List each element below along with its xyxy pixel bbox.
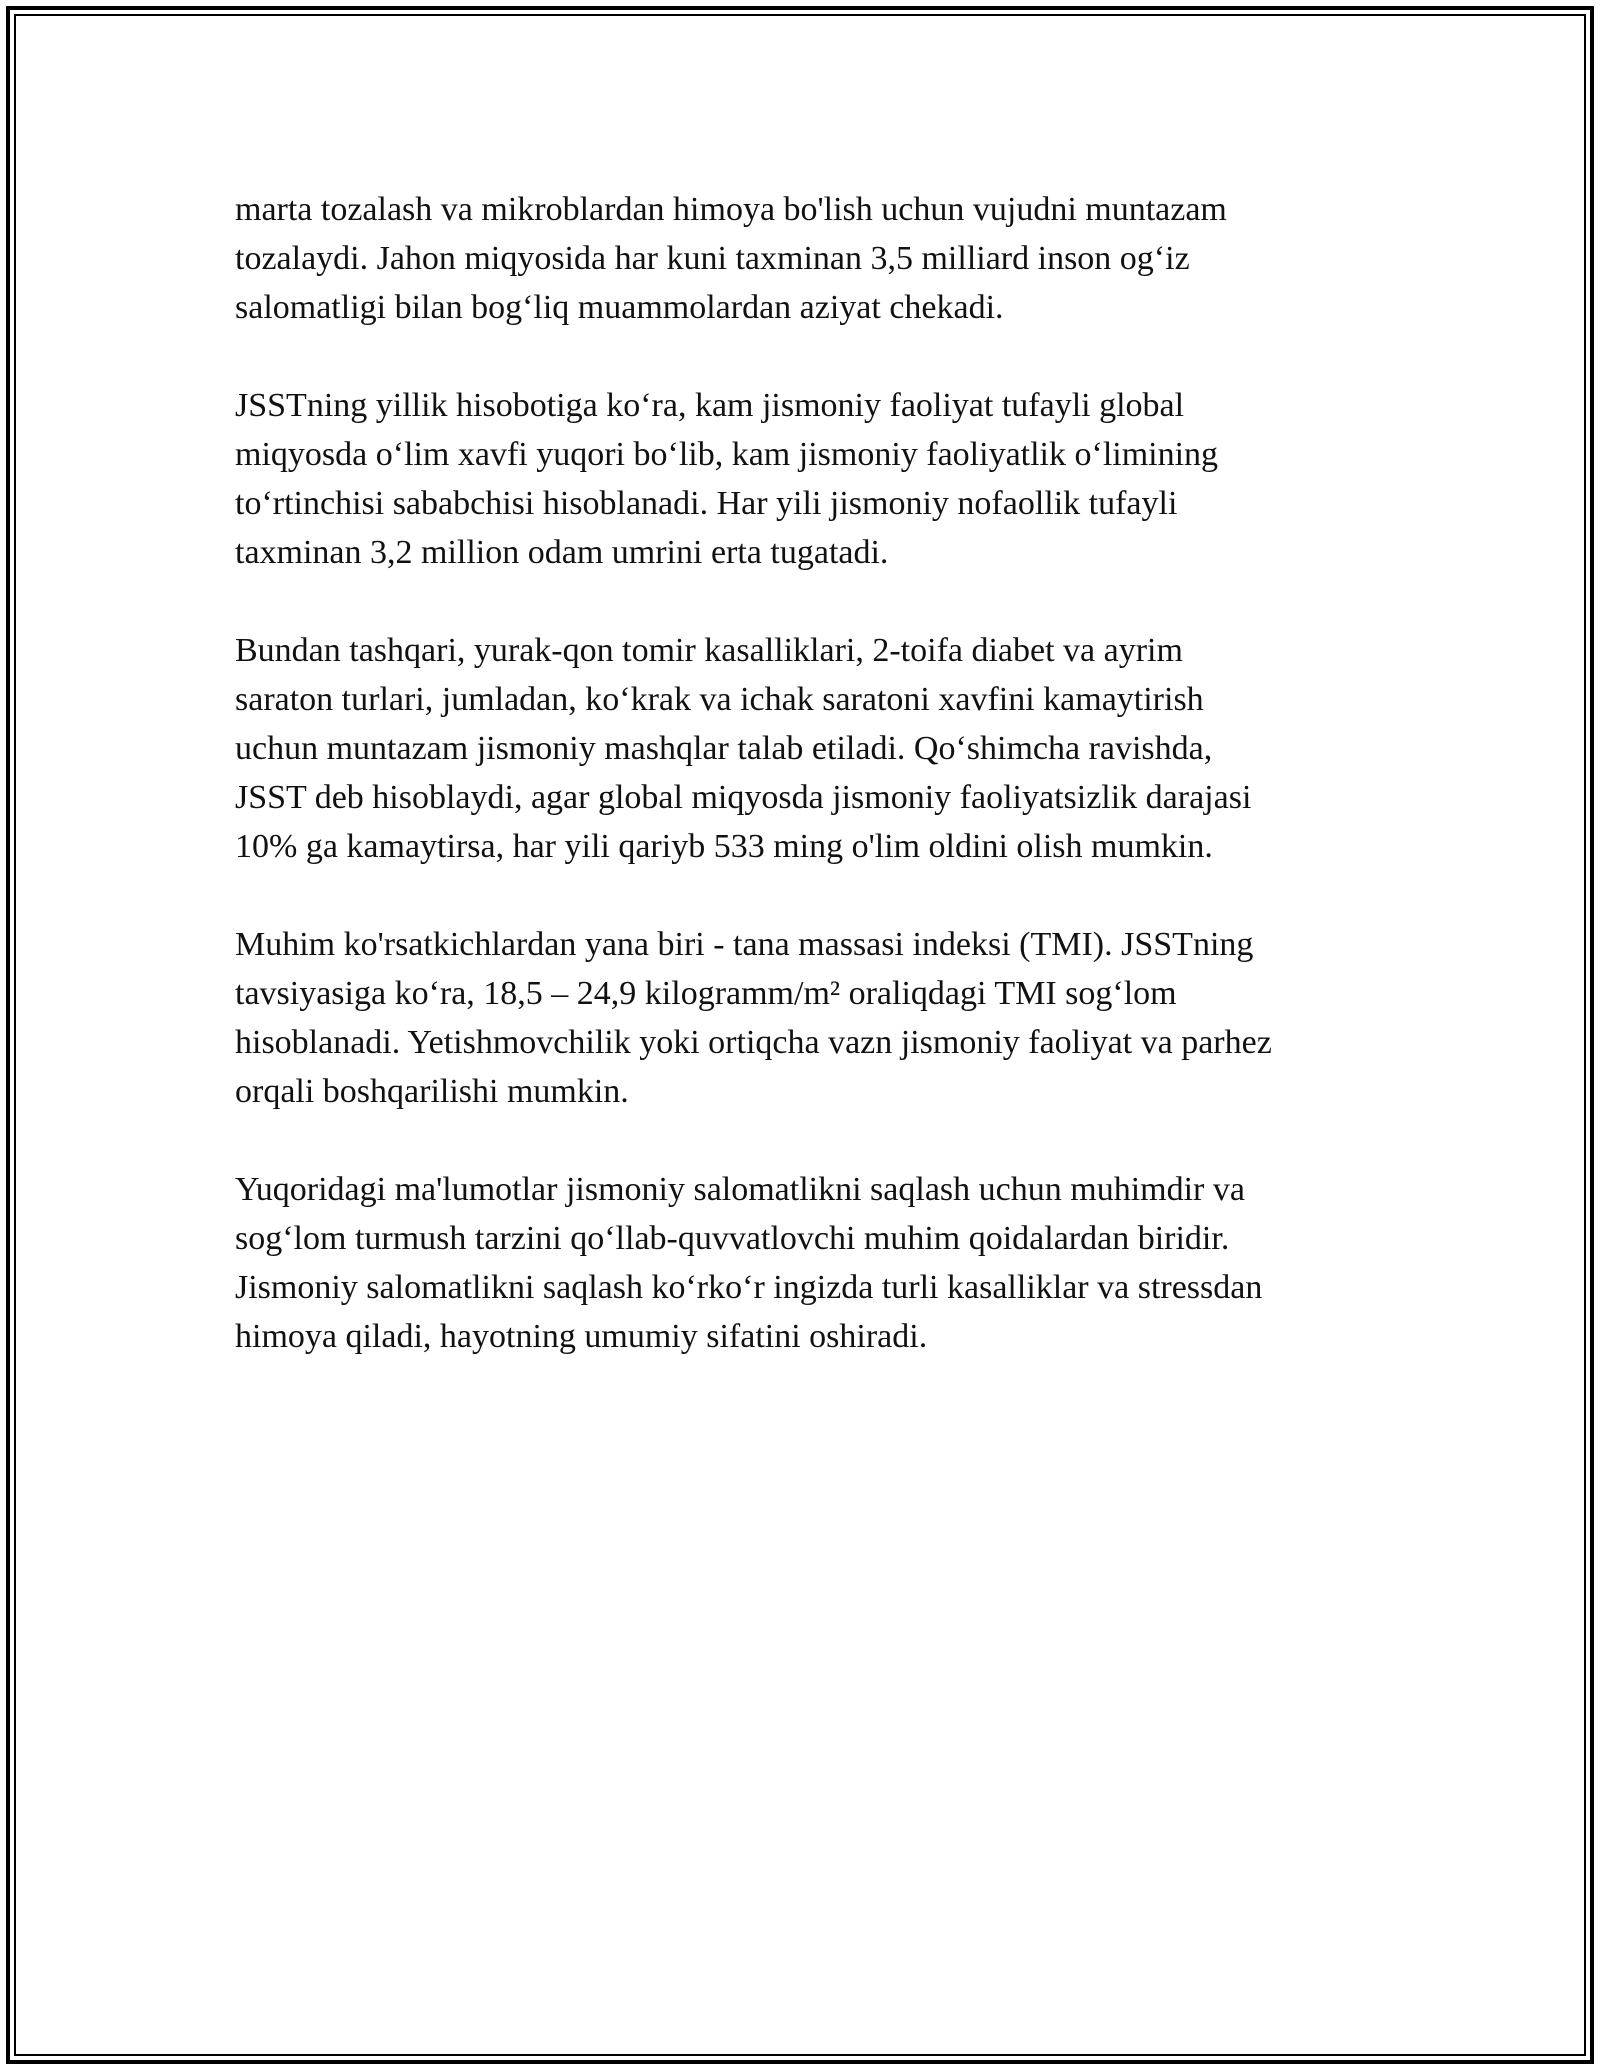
document-body: [235, 185, 1365, 1410]
paragraph-physical-inactivity: JSSTning yillik hisobotiga ko‘ra, kam jismoniy faoliyat tufayli global miqyosda o‘lim xavfi yuqori bo‘lib, kam jismoniy faoliyatlik o‘limining to‘rtinchisi sababchisi hisoblanadi. Har yili jismoniy nofaollik tufayli taxminan 3,2 million odam umrini erta tugatadi.: [235, 387, 1219, 571]
paragraph-disease-risk: Bundan tashqari, yurak-qon tomir kasalliklari, 2-toifa diabet va ayrim saraton turlari, jumladan, ko‘krak va ichak saratoni xavfini kamaytirish uchun muntazam jismoniy mashqlar talab etiladi. Qo‘shimcha ravishda, JSST deb hisoblaydi, agar global miqyosda jismoniy faoliyatsizlik darajasi 10% ga kamaytirsa, har yili qariyb 533 ming o'lim oldini olish mumkin.: [235, 632, 1252, 865]
paragraph-oral-health: marta tozalash va mikroblardan himoya bo'lish uchun vujudni muntazam tozalaydi. Jahon miqyosida har kuni taxminan 3,5 milliard inson og‘iz salomatligi bilan bog‘liq muammolardan aziyat chekadi.: [235, 191, 1227, 326]
paragraph-conclusion: Yuqoridagi ma'lumotlar jismoniy salomatlikni saqlash uchun muhimdir va sog‘lom turmush tarzini qo‘llab-quvvatlovchi muhim qoidalardan biridir. Jismoniy salomatlikni saqlash ko‘rko‘r ingizda turli kasalliklar va stressdan himoya qiladi, hayotning umumiy sifatini oshiradi.: [235, 1171, 1263, 1355]
paragraph-bmi: Muhim ko'rsatkichlardan yana biri - tana massasi indeksi (TMI). JSSTning tavsiyasiga ko‘ra, 18,5 – 24,9 kilogramm/m² oraliqdagi TMI sog‘lom hisoblanadi. Yetishmovchilik yoki ortiqcha vazn jismoniy faoliyat va parhez orqali boshqarilishi mumkin.: [235, 926, 1272, 1110]
